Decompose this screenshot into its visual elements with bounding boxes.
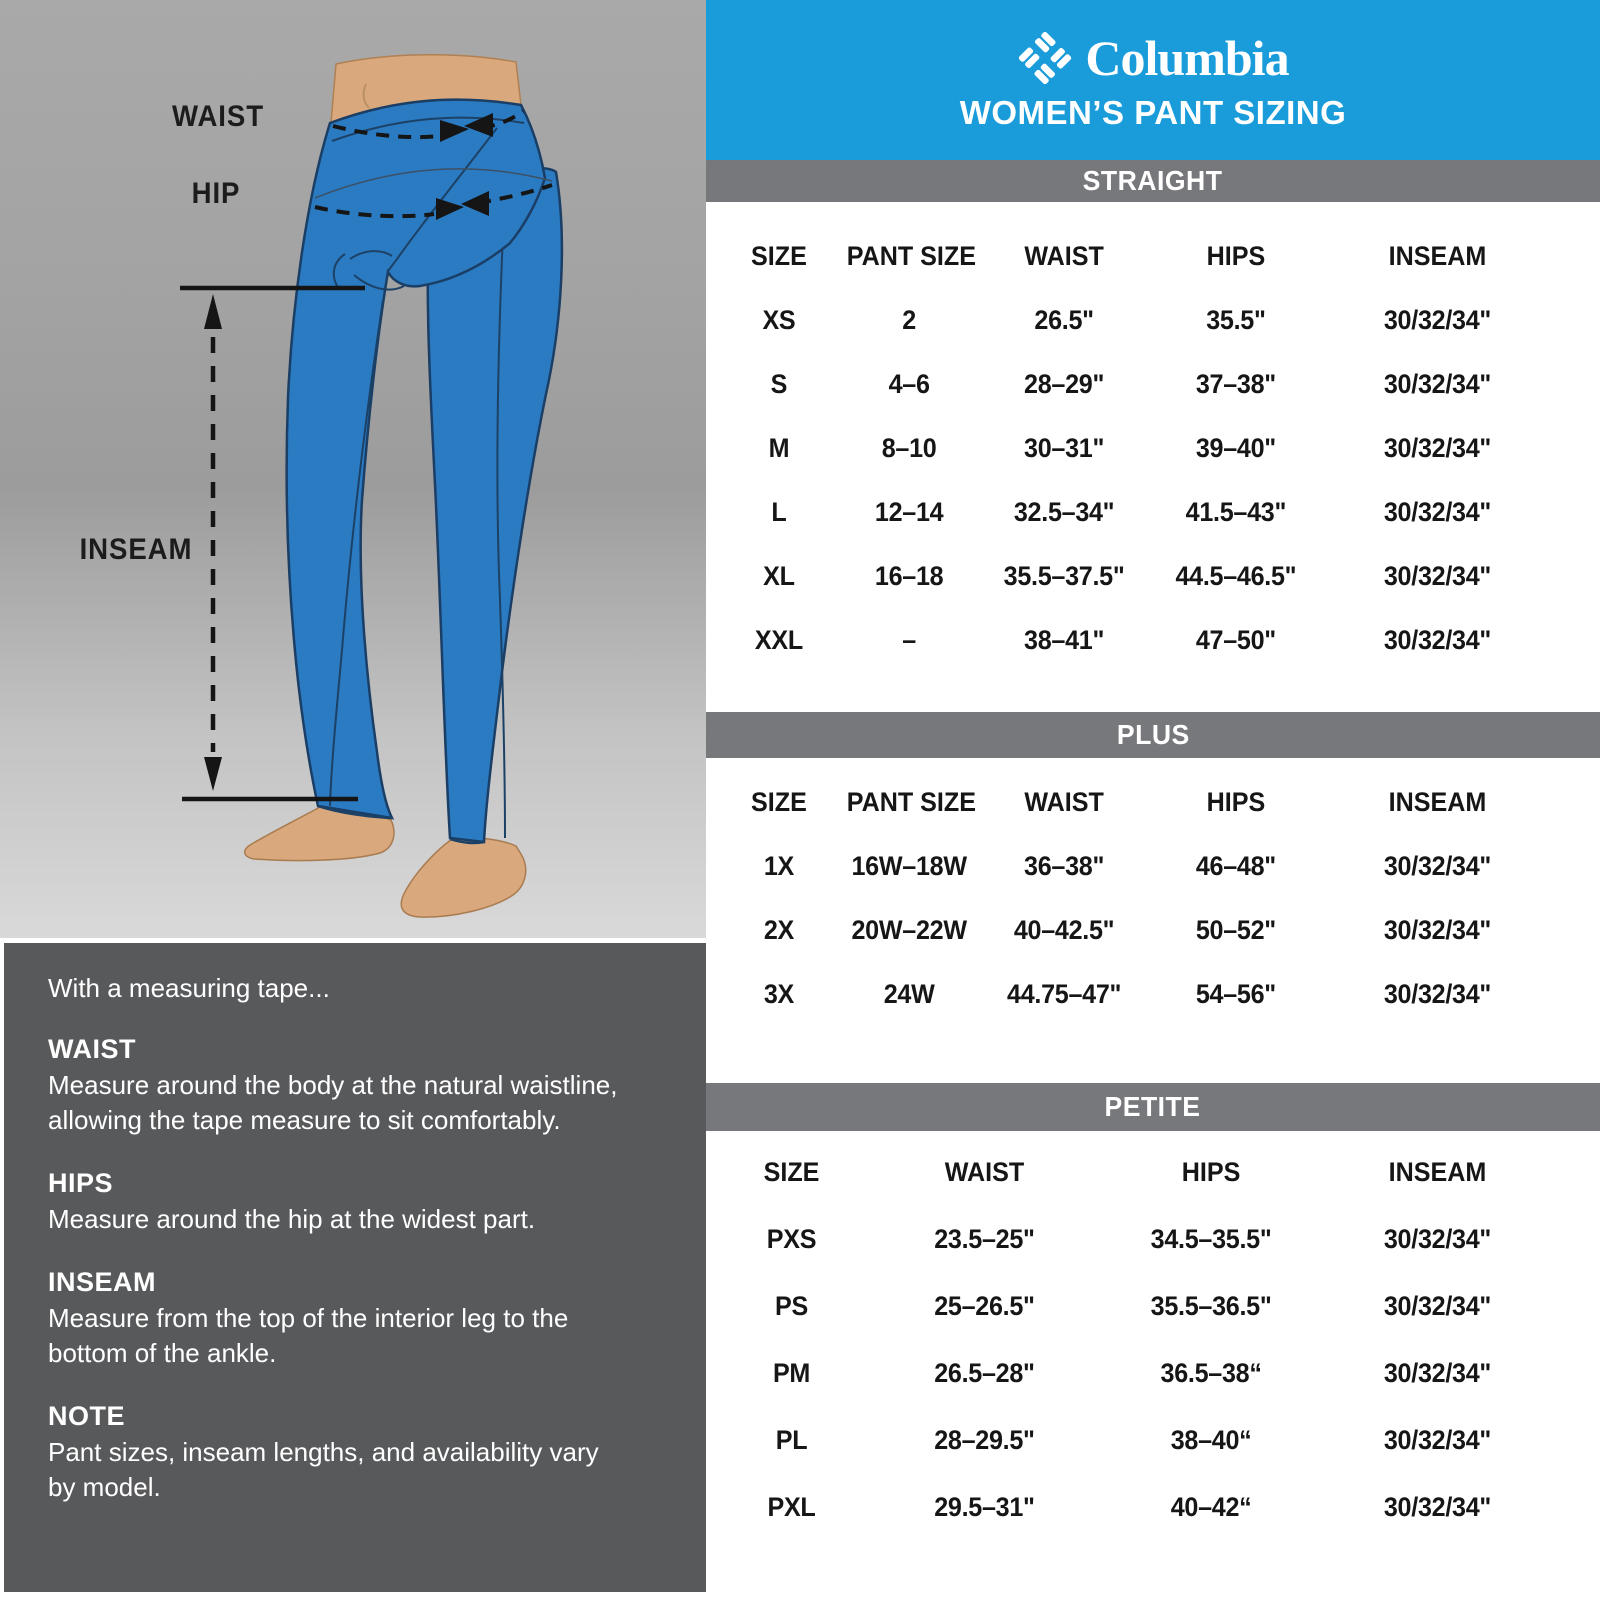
plus-size-table bbox=[716, 770, 1555, 1026]
section-bar-petite bbox=[706, 1083, 1600, 1131]
table-row bbox=[716, 416, 1555, 480]
table-cell: 29.5–31" bbox=[934, 1492, 1035, 1522]
table-header-row bbox=[716, 224, 1555, 288]
column-header: INSEAM bbox=[1388, 240, 1487, 271]
table-row bbox=[716, 480, 1555, 544]
table-cell: XXL bbox=[754, 624, 803, 655]
pants-figure-icon bbox=[0, 0, 706, 938]
table-cell: PM bbox=[772, 1358, 811, 1388]
table-cell: 30/32/34" bbox=[1383, 1425, 1492, 1455]
table-cell: 30/32/34" bbox=[1383, 560, 1492, 591]
table-cell: 41.5–43" bbox=[1185, 496, 1287, 527]
table-cell: 4–6 bbox=[888, 368, 930, 399]
left-panel bbox=[0, 0, 706, 1599]
column-header: HIPS bbox=[1181, 1157, 1241, 1187]
table-cell: 30/32/34" bbox=[1383, 304, 1492, 335]
table-cell: 28–29" bbox=[1024, 368, 1105, 399]
table-cell: S bbox=[770, 368, 788, 399]
table-cell: PS bbox=[775, 1291, 808, 1321]
table-cell: 30/32/34" bbox=[1383, 432, 1492, 463]
table-cell: 47–50" bbox=[1196, 624, 1277, 655]
column-header: INSEAM bbox=[1388, 786, 1487, 817]
table-cell: 16W–18W bbox=[851, 850, 967, 881]
table-cell: 30/32/34" bbox=[1383, 624, 1492, 655]
table-cell: 24W bbox=[883, 978, 935, 1009]
table-row bbox=[716, 898, 1555, 962]
column-header: HIPS bbox=[1206, 786, 1266, 817]
table-cell: 30/32/34" bbox=[1383, 978, 1492, 1009]
table-cell: 23.5–25" bbox=[934, 1224, 1035, 1254]
table-cell: XL bbox=[763, 560, 795, 591]
table-cell: 3X bbox=[763, 978, 795, 1009]
section-bar-straight-label: STRAIGHT bbox=[1083, 165, 1223, 196]
table-cell: 39–40" bbox=[1196, 432, 1277, 463]
table-cell: 30/32/34" bbox=[1383, 850, 1492, 881]
table-header-row bbox=[716, 770, 1555, 834]
columbia-diamond-icon bbox=[1017, 30, 1073, 86]
table-cell: 30/32/34" bbox=[1383, 368, 1492, 399]
sizing-tables-panel bbox=[706, 0, 1600, 1599]
section-bar-plus-label: PLUS bbox=[1116, 719, 1190, 750]
instructions-intro: With a measuring tape... bbox=[48, 973, 330, 1003]
table-cell: 38–41" bbox=[1024, 624, 1105, 655]
table-cell: 30/32/34" bbox=[1383, 1291, 1492, 1321]
table-cell: 50–52" bbox=[1196, 914, 1277, 945]
instruction-heading-hips: HIPS bbox=[48, 1168, 114, 1198]
table-cell: 2X bbox=[763, 914, 795, 945]
table-cell: 30/32/34" bbox=[1383, 914, 1492, 945]
page-title: WOMEN’S PANT SIZING bbox=[959, 93, 1347, 131]
instruction-body-note: Pant sizes, inseam lengths, and availability vary by model. bbox=[48, 1437, 599, 1502]
table-cell: 34.5–35.5" bbox=[1150, 1224, 1272, 1254]
table-cell: 35.5–37.5" bbox=[1003, 560, 1125, 591]
instruction-heading-note: NOTE bbox=[48, 1401, 126, 1431]
table-row bbox=[716, 1273, 1555, 1340]
table-row bbox=[716, 1206, 1555, 1273]
table-cell: 44.5–46.5" bbox=[1175, 560, 1297, 591]
table-cell: 26.5–28" bbox=[934, 1358, 1035, 1388]
table-cell: L bbox=[771, 496, 787, 527]
table-cell: 44.75–47" bbox=[1007, 978, 1122, 1009]
column-header: WAIST bbox=[1024, 240, 1104, 271]
table-header-row bbox=[716, 1139, 1555, 1206]
table-row bbox=[716, 288, 1555, 352]
table-cell: 30/32/34" bbox=[1383, 496, 1492, 527]
column-header: PANT SIZE bbox=[846, 240, 976, 271]
column-header: WAIST bbox=[1024, 786, 1104, 817]
instruction-heading-inseam: INSEAM bbox=[48, 1267, 157, 1297]
table-cell: XS bbox=[762, 304, 796, 335]
table-cell: 1X bbox=[763, 850, 795, 881]
section-bar-plus bbox=[706, 712, 1600, 758]
brand-header bbox=[706, 0, 1600, 160]
table-row bbox=[716, 1340, 1555, 1407]
table-cell: 38–40“ bbox=[1170, 1425, 1252, 1455]
table-cell: PXL bbox=[767, 1492, 816, 1522]
table-cell: 54–56" bbox=[1196, 978, 1277, 1009]
table-cell: 8–10 bbox=[881, 432, 937, 463]
table-cell: PXS bbox=[766, 1224, 817, 1254]
table-cell: 35.5–36.5" bbox=[1150, 1291, 1272, 1321]
straight-size-table bbox=[716, 224, 1555, 672]
table-cell: 20W–22W bbox=[851, 914, 967, 945]
table-row bbox=[716, 962, 1555, 1026]
table-row bbox=[716, 608, 1555, 672]
table-cell: 30–31" bbox=[1024, 432, 1105, 463]
column-header: SIZE bbox=[751, 786, 807, 817]
column-header: INSEAM bbox=[1388, 1157, 1487, 1187]
instruction-heading-waist: WAIST bbox=[48, 1034, 136, 1064]
table-cell: 32.5–34" bbox=[1013, 496, 1115, 527]
table-cell: 2 bbox=[902, 304, 916, 335]
table-cell: 36–38" bbox=[1024, 850, 1105, 881]
column-header: HIPS bbox=[1206, 240, 1266, 271]
column-header: SIZE bbox=[763, 1157, 820, 1187]
table-cell: 46–48" bbox=[1196, 850, 1277, 881]
petite-size-table bbox=[716, 1139, 1555, 1541]
inseam-measure-label: INSEAM bbox=[79, 533, 193, 566]
column-header: WAIST bbox=[944, 1157, 1025, 1187]
columbia-logo bbox=[1017, 29, 1288, 87]
measuring-instructions-panel bbox=[4, 943, 706, 1592]
table-cell: 28–29.5" bbox=[934, 1425, 1035, 1455]
section-bar-petite-label: PETITE bbox=[1105, 1091, 1201, 1122]
table-row bbox=[716, 544, 1555, 608]
table-cell: 30/32/34" bbox=[1383, 1358, 1492, 1388]
table-cell: M bbox=[768, 432, 790, 463]
brand-wordmark: Columbia bbox=[1085, 29, 1289, 86]
instruction-body-waist: Measure around the body at the natural waistline, allowing the tape measure to sit comfortably. bbox=[48, 1070, 618, 1135]
table-cell: – bbox=[902, 624, 916, 655]
column-header: PANT SIZE bbox=[846, 786, 976, 817]
table-row bbox=[716, 1474, 1555, 1541]
table-cell: PL bbox=[775, 1425, 808, 1455]
table-cell: 37–38" bbox=[1196, 368, 1277, 399]
table-cell: 16–18 bbox=[874, 560, 944, 591]
table-cell: 35.5" bbox=[1206, 304, 1266, 335]
table-cell: 26.5" bbox=[1034, 304, 1094, 335]
column-header: SIZE bbox=[751, 240, 807, 271]
table-cell: 12–14 bbox=[874, 496, 944, 527]
table-row bbox=[716, 352, 1555, 416]
table-row bbox=[716, 834, 1555, 898]
table-cell: 30/32/34" bbox=[1383, 1224, 1492, 1254]
section-bar-straight bbox=[706, 160, 1600, 202]
instruction-body-hips: Measure around the hip at the widest part. bbox=[48, 1204, 536, 1234]
table-cell: 25–26.5" bbox=[934, 1291, 1035, 1321]
table-row bbox=[716, 1407, 1555, 1474]
table-cell: 30/32/34" bbox=[1383, 1492, 1492, 1522]
pants-illustration bbox=[0, 0, 706, 938]
table-cell: 40–42“ bbox=[1170, 1492, 1252, 1522]
instruction-body-inseam: Measure from the top of the interior leg to the bottom of the ankle. bbox=[48, 1303, 569, 1368]
hip-measure-label: HIP bbox=[191, 177, 241, 210]
table-cell: 40–42.5" bbox=[1013, 914, 1115, 945]
table-cell: 36.5–38“ bbox=[1160, 1358, 1262, 1388]
waist-measure-label: WAIST bbox=[172, 100, 264, 133]
